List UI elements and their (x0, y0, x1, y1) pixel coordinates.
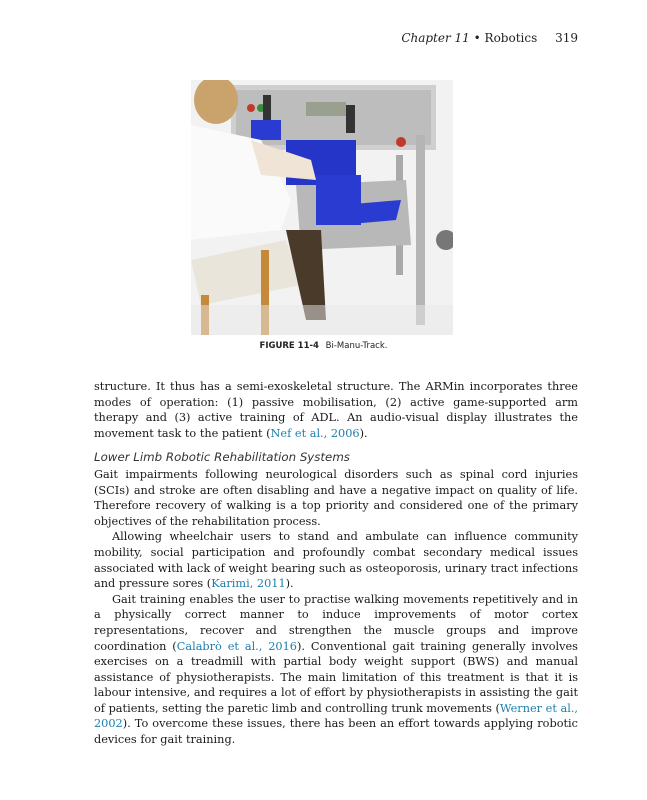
paragraph-armin (94, 379, 578, 441)
section-heading: Lower Limb Robotic Rehabilitation Systems (94, 450, 350, 465)
figure-caption (0, 341, 647, 351)
bullet-separator: • (473, 31, 481, 45)
figure-caption-text: Bi-Manu-Track. (325, 341, 388, 351)
chapter-label: Chapter 11 (401, 31, 470, 45)
citation-link[interactable]: Werner et al., 2002 (94, 701, 579, 731)
paragraph-gait-impairments: Gait impairments following neurological disorders such as spinal cord injuries (SCIs) and stroke are often disabling and have a negative impact on quality of life. Therefore recovery of walking is a top priority and considered one of the primary objectives of the rehabilitation process. (94, 467, 578, 528)
figure-photo (191, 80, 453, 335)
body-text (94, 379, 578, 748)
section-label: Robotics (484, 31, 538, 45)
bi-manu-track-illustration (191, 80, 453, 335)
para1-text-end: ). (359, 426, 368, 440)
para4-text: Gait training enables the user to practise walking movements repetitively and in a physically correct manner to induce improvements of motor cortex representations, recover and strengthen the muscle groups and improve coordination ( (94, 592, 578, 653)
para1-text: structure. It thus has a semi-exoskeletal structure. The ARMin incorporates three modes of operation: (1) passive mobilisation, (2) active game-supported arm therapy and (3) active training of ADL. An audio-visual display illustrates the movement task to the patient ( (94, 380, 578, 440)
para3-text: Allowing wheelchair users to stand and ambulate can influence community mobility, social participation and profoundly combat secondary medical issues associated with lack of weight bearing such as osteoporosis, urinary tract infections and pressure sores ( (94, 530, 578, 591)
paragraph-gait-training (94, 592, 578, 748)
citation-link[interactable]: Karimi, 2011 (211, 577, 286, 591)
figure-label: FIGURE 11-4 (259, 341, 319, 351)
running-header (401, 31, 578, 45)
para4-text-end: ). To overcome these issues, there has been an effort towards applying robotic devices for gait training. (94, 717, 578, 747)
citation-link[interactable]: Calabrò et al., 2016 (176, 639, 297, 653)
page-number: 319 (555, 31, 578, 45)
para4-text-mid: ). Conventional gait training generally involves exercises on a treadmill with partial body weight support (BWS) and manual assistance of physiotherapists. The main limitation of this treatment is that it is labour intensive, and requires a lot of effort by physiotherapists in assisting the gait of patients, setting the paretic limb and controlling trunk movements ( (94, 639, 578, 715)
para3-text-end: ). (285, 577, 294, 591)
paragraph-wheelchair (94, 529, 578, 591)
citation-link[interactable]: Nef et al., 2006 (270, 426, 360, 440)
